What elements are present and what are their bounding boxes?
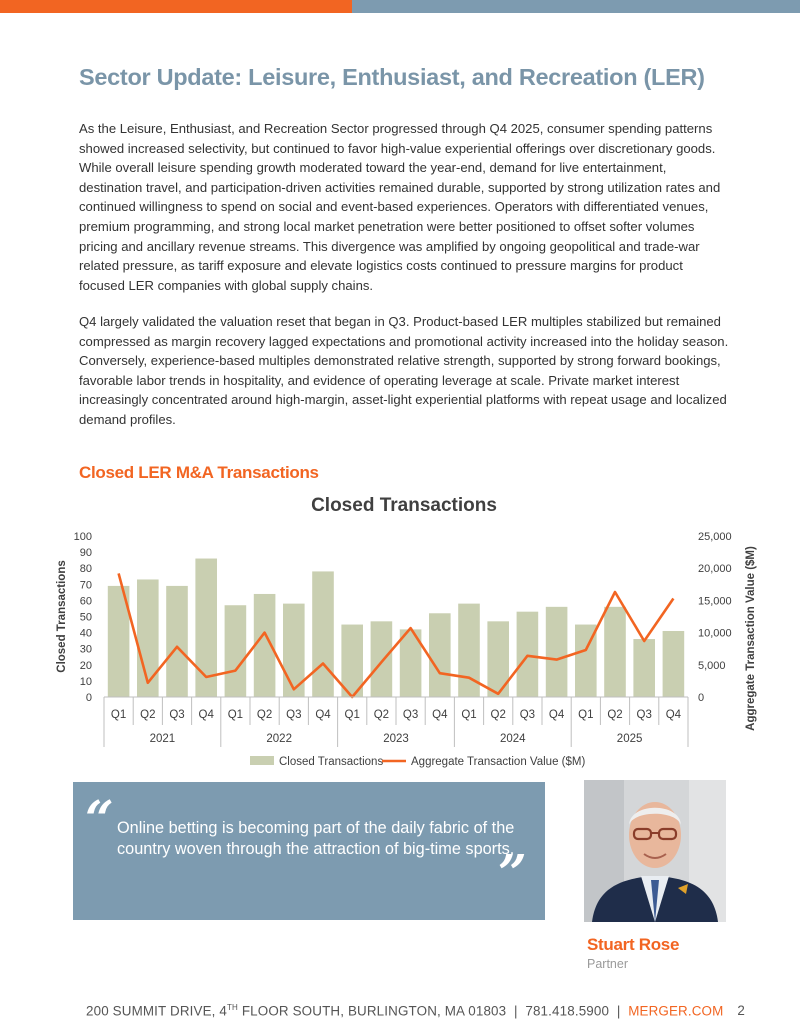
bar: [546, 607, 568, 697]
bar: [371, 621, 393, 697]
footer-address: 200 SUMMIT DRIVE, 4: [86, 1003, 228, 1019]
y-tick-label: 100: [73, 531, 92, 543]
x-tick-label: Q4: [198, 709, 214, 721]
y2-axis-label: Aggregate Transaction Value ($M): [745, 546, 757, 731]
bar: [663, 631, 685, 697]
footer: [86, 1003, 786, 1018]
bar: [604, 607, 626, 697]
y2-tick-label: 25,000: [698, 531, 732, 543]
x-tick-label: Q4: [548, 709, 565, 721]
x-tick-label: Q4: [665, 709, 682, 721]
y-tick-label: 30: [79, 643, 92, 656]
y2-tick-label: 20,000: [698, 563, 732, 576]
y2-tick-label: 0: [698, 692, 705, 704]
footer-address-superscript: TH: [227, 1003, 238, 1012]
x-tick-label: Q3: [286, 709, 302, 721]
footer-address-rest: FLOOR SOUTH, BURLINGTON, MA 01803 | 781.418.5900 |: [237, 1003, 629, 1019]
x-tick-label: Q1: [344, 709, 360, 721]
bar: [225, 605, 247, 697]
x-tick-label: Q3: [402, 709, 419, 721]
legend-bar-label: Closed Transactions: [279, 756, 384, 768]
bar: [429, 613, 451, 697]
x-tick-label: Q2: [256, 709, 273, 721]
x-tick-label: Q4: [315, 709, 331, 721]
partner-portrait: [584, 780, 726, 922]
x-tick-label: Q2: [490, 709, 506, 721]
bar: [312, 571, 334, 697]
x-group-label: 2023: [383, 733, 409, 745]
x-tick-label: Q4: [432, 709, 448, 721]
x-tick-label: Q2: [373, 709, 390, 721]
x-tick-label: Q3: [519, 709, 536, 721]
legend-line-label: Aggregate Transaction Value ($M): [411, 756, 586, 768]
valuation-paragraph: Q4 largely validated the valuation reset that began in Q3. Product-based LER multiples stabilized but remained compressed as margin recovery lagged expectations and promotional activity increased into the holiday season. Conversely, experience-based multiples demonstrated relative strength, supported by strong forward bookings, favorable labor trends in hospitality, and evidence of operating leverage at scale. Private market interest increasingly concentrated around high-margin, asset-light experiential platforms with repeat usage and localized demand profiles.: [79, 314, 729, 427]
bar: [633, 639, 655, 697]
x-tick-label: Q3: [636, 709, 652, 721]
footer-website-link[interactable]: MERGER.COM: [628, 1003, 724, 1019]
top-accent-bar-orange: [0, 0, 352, 13]
x-group-label: 2024: [500, 733, 526, 745]
y-tick-label: 50: [79, 611, 92, 624]
close-quote-mark: ”: [498, 843, 527, 902]
quote-text: Online betting is becoming part of the daily fabric of the country woven through the attraction of big-time sports.: [117, 819, 515, 858]
y2-tick-label: 5,000: [698, 659, 726, 672]
chart-title: Closed Transactions: [311, 495, 497, 516]
x-tick-label: Q1: [227, 709, 244, 721]
y-tick-label: 0: [85, 692, 92, 704]
page-title: Sector Update: Leisure, Enthusiast, and Recreation (LER): [79, 64, 705, 90]
bar: [517, 612, 539, 697]
x-group-label: 2025: [616, 733, 643, 745]
x-group-label: 2022: [266, 733, 292, 745]
x-tick-label: Q1: [578, 709, 594, 721]
legend-bar-swatch: [250, 756, 274, 765]
y-tick-label: 90: [79, 547, 92, 560]
x-tick-label: Q2: [140, 709, 156, 721]
y-axis-label: Closed Transactions: [56, 560, 68, 673]
x-tick-label: Q1: [461, 709, 477, 721]
open-quote-mark: “: [85, 789, 114, 848]
y-tick-label: 40: [79, 627, 92, 640]
section-heading: Closed LER M&A Transactions: [79, 463, 319, 482]
x-tick-label: Q2: [607, 709, 623, 721]
x-tick-label: Q3: [169, 709, 185, 721]
x-tick-label: Q1: [110, 709, 127, 721]
top-accent-bar-blue: [352, 0, 800, 13]
y-tick-label: 80: [79, 563, 92, 576]
y-tick-label: 60: [79, 595, 92, 608]
y-tick-label: 70: [79, 579, 92, 592]
x-group-label: 2021: [149, 733, 176, 745]
page-number: 2: [737, 1003, 746, 1019]
y2-tick-label: 15,000: [698, 595, 732, 608]
bar: [166, 586, 188, 697]
y-tick-label: 10: [79, 675, 92, 688]
y2-tick-label: 10,000: [698, 627, 732, 640]
partner-name: Stuart Rose: [587, 935, 680, 954]
closed-transactions-chart: [0, 488, 800, 778]
y-tick-label: 20: [79, 659, 92, 672]
intro-paragraph: As the Leisure, Enthusiast, and Recreation Sector progressed through Q4 2025, consumer spending patterns showed increased selectivity, but continued to favor high-value experiential offerings over discretionary goods. While overall leisure spending growth moderated toward the year-end, demand for live entertainment, destination travel, and participation-driven activities remained durable, supported by strong utilization rates and continued willingness to spend on social and event-based experiences. Operators with differentiated venues, premium programming, and strong local market penetration were better positioned to offset softer volumes pricing and ancillary revenue streams. This divergence was amplified by ongoing geopolitical and trade-war related pressure, as tariff exposure and elevate logistics costs continued to pressure margins for product focused LER companies with global supply chains.: [79, 121, 721, 293]
partner-role: Partner: [587, 957, 628, 971]
